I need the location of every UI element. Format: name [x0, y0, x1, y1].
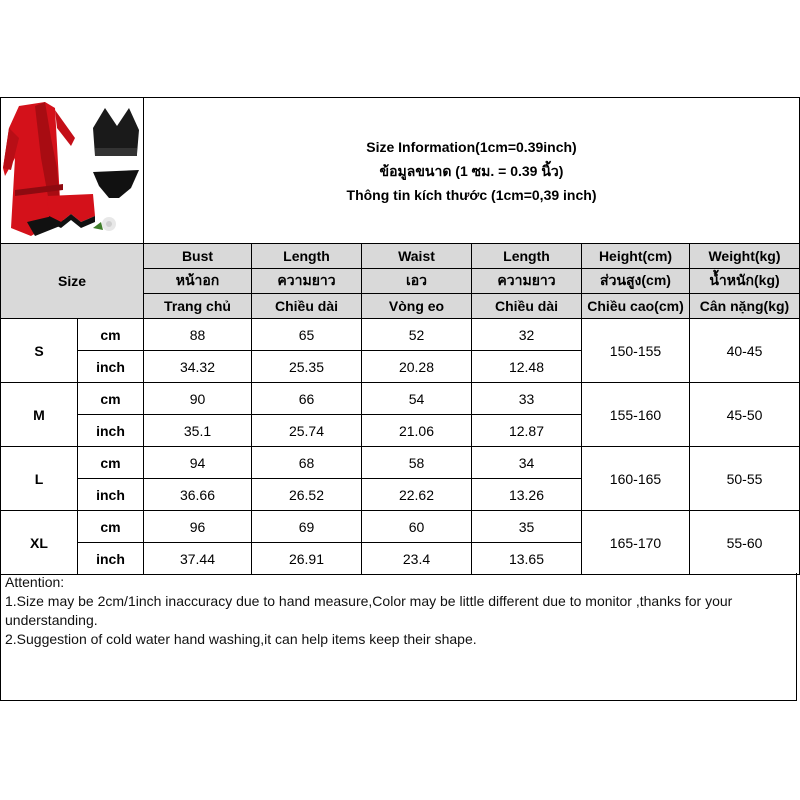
length-inch: 26.52 — [252, 479, 362, 511]
header-length-en: Length — [252, 244, 362, 269]
header-length-th: ความยาว — [252, 269, 362, 294]
length-inch: 25.35 — [252, 351, 362, 383]
product-photo — [1, 98, 144, 244]
size-header: Size — [1, 244, 144, 319]
bust-inch: 35.1 — [144, 415, 252, 447]
size-label: M — [1, 383, 78, 447]
attention-title: Attention: — [5, 574, 65, 590]
waist-cm: 52 — [362, 319, 472, 351]
unit-inch: inch — [78, 543, 144, 575]
header-length-vi: Chiều dài — [252, 294, 362, 319]
size-label: XL — [1, 511, 78, 575]
bust-inch: 37.44 — [144, 543, 252, 575]
length-inch: 25.74 — [252, 415, 362, 447]
bust-cm: 90 — [144, 383, 252, 415]
height-range: 165-170 — [582, 511, 690, 575]
header-weight-th: น้ำหนัก(kg) — [690, 269, 800, 294]
length2-inch: 13.26 — [472, 479, 582, 511]
waist-cm: 54 — [362, 383, 472, 415]
waist-cm: 60 — [362, 511, 472, 543]
waist-inch: 23.4 — [362, 543, 472, 575]
unit-inch: inch — [78, 351, 144, 383]
length2-cm: 34 — [472, 447, 582, 479]
attention-line-2: 2.Suggestion of cold water hand washing,it can help items keep their shape. — [5, 631, 477, 647]
length-cm: 65 — [252, 319, 362, 351]
unit-inch: inch — [78, 415, 144, 447]
lingerie-set-image — [1, 98, 143, 240]
length2-cm: 35 — [472, 511, 582, 543]
header-weight-vi: Cân nặng(kg) — [690, 294, 800, 319]
header-bust-th: หน้าอก — [144, 269, 252, 294]
header-length2-vi: Chiều dài — [472, 294, 582, 319]
header-height-vi: Chiều cao(cm) — [582, 294, 690, 319]
bust-inch: 36.66 — [144, 479, 252, 511]
header-bust-vi: Trang chủ — [144, 294, 252, 319]
header-weight-en: Weight(kg) — [690, 244, 800, 269]
length2-inch: 13.65 — [472, 543, 582, 575]
waist-inch: 20.28 — [362, 351, 472, 383]
length2-cm: 32 — [472, 319, 582, 351]
header-length2-en: Length — [472, 244, 582, 269]
waist-cm: 58 — [362, 447, 472, 479]
attention-line-1: 1.Size may be 2cm/1inch inaccuracy due to hand measure,Color may be little different due to monitor ,thanks for your understanding. — [5, 593, 733, 628]
header-waist-vi: Vòng eo — [362, 294, 472, 319]
length2-inch: 12.48 — [472, 351, 582, 383]
attention-notes — [0, 573, 797, 701]
header-bust-en: Bust — [144, 244, 252, 269]
size-table — [0, 97, 800, 575]
unit-cm: cm — [78, 383, 144, 415]
waist-inch: 22.62 — [362, 479, 472, 511]
length-cm: 66 — [252, 383, 362, 415]
length2-cm: 33 — [472, 383, 582, 415]
bust-inch: 34.32 — [144, 351, 252, 383]
header-length2-th: ความยาว — [472, 269, 582, 294]
weight-range: 40-45 — [690, 319, 800, 383]
size-chart — [0, 97, 800, 703]
size-label: S — [1, 319, 78, 383]
bust-cm: 94 — [144, 447, 252, 479]
waist-inch: 21.06 — [362, 415, 472, 447]
unit-cm: cm — [78, 447, 144, 479]
unit-inch: inch — [78, 479, 144, 511]
info-line-th: ข้อมูลขนาด (1 ซม. = 0.39 นิ้ว) — [379, 162, 564, 179]
height-range: 155-160 — [582, 383, 690, 447]
bust-cm: 96 — [144, 511, 252, 543]
info-line-en: Size Information(1cm=0.39inch) — [366, 138, 577, 155]
length-cm: 68 — [252, 447, 362, 479]
length2-inch: 12.87 — [472, 415, 582, 447]
size-information-title — [144, 98, 800, 244]
length-inch: 26.91 — [252, 543, 362, 575]
weight-range: 50-55 — [690, 447, 800, 511]
weight-range: 55-60 — [690, 511, 800, 575]
height-range: 150-155 — [582, 319, 690, 383]
length-cm: 69 — [252, 511, 362, 543]
header-waist-en: Waist — [362, 244, 472, 269]
size-label: L — [1, 447, 78, 511]
header-height-th: ส่วนสูง(cm) — [582, 269, 690, 294]
weight-range: 45-50 — [690, 383, 800, 447]
height-range: 160-165 — [582, 447, 690, 511]
header-waist-th: เอว — [362, 269, 472, 294]
info-line-vi: Thông tin kích thước (1cm=0,39 inch) — [346, 186, 597, 203]
unit-cm: cm — [78, 511, 144, 543]
bust-cm: 88 — [144, 319, 252, 351]
unit-cm: cm — [78, 319, 144, 351]
header-height-en: Height(cm) — [582, 244, 690, 269]
